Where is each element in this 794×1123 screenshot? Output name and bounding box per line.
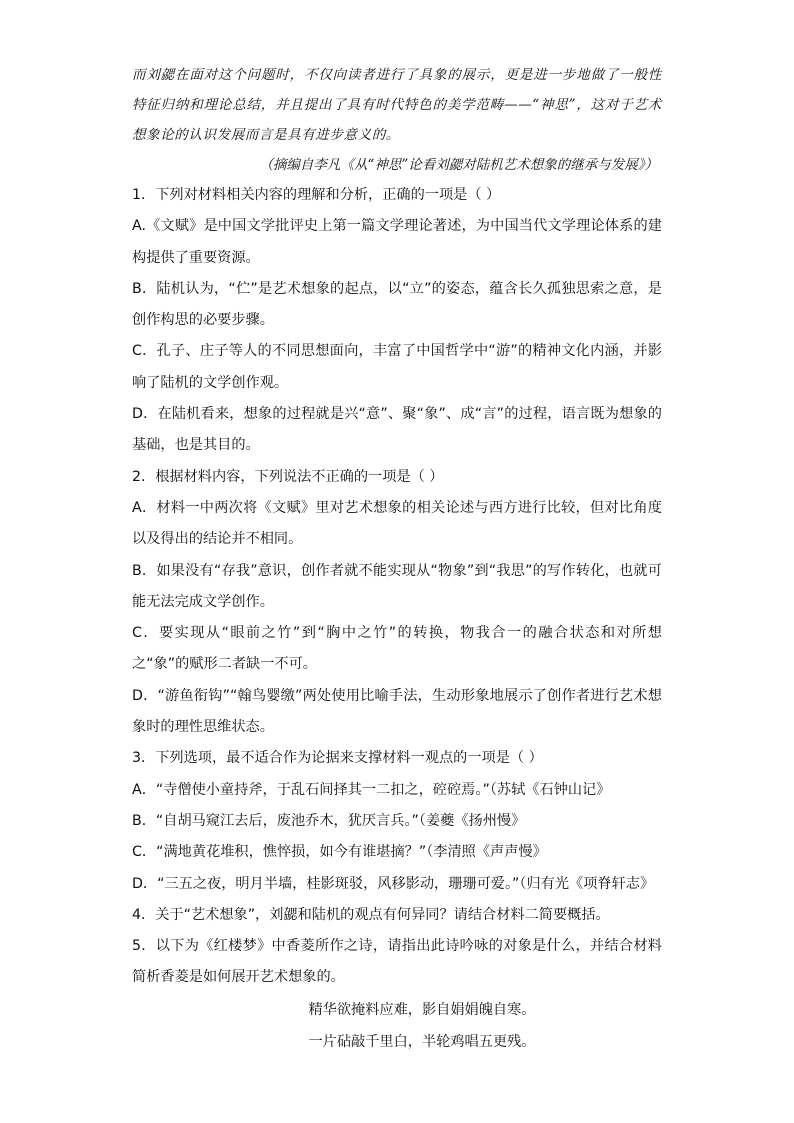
option-b: B．陆机认为，“伫”是艺术想象的起点，以“立”的姿态，蕴含长久孤独思索之意，是创作构思的必要步骤。 — [132, 280, 662, 329]
poem-line: 精华欲掩料应难，影自娟娟魄自寒。 — [308, 1001, 536, 1018]
intro-paragraph: 而刘勰在面对这个问题时，不仅向读者进行了具象的展示，更是进一步地做了一般性特征归纳和理论总结，并且提出了具有时代特色的美学范畴——“神思”，这对于艺术想象论的认识发展而言是具有进步意义的。 — [132, 67, 662, 143]
question-stem: 2．根据材料内容，下列说法不正确的一项是（ ） — [132, 468, 444, 485]
document-page — [132, 60, 662, 1058]
option-a: A.《文赋》是中国文学批评史上第一篇文学理论著述，为中国当代文学理论体系的建构提供了重要资源。 — [132, 218, 662, 266]
question-5 — [132, 931, 662, 994]
question-stem: 5．以下为《红楼梦》中香菱所作之诗，请指出此诗吟咏的对象是什么，并结合材料简析香菱是如何展开艺术想象的。 — [132, 938, 662, 986]
question-stem: 4．关于“艺术想象”，刘勰和陆机的观点有何异同？请结合材料二简要概括。 — [132, 906, 610, 923]
source-citation: （摘编自李凡《从“神思”论看刘勰对陆机艺术想象的继承与发展》） — [259, 157, 658, 173]
option-d: D．在陆机看来，想象的过程就是兴“意”、聚“象”、成“言”的过程，语言既为想象的基础，也是其目的。 — [132, 406, 662, 454]
option-a: A．“寺僧使小童持斧，于乱石间择其一二扣之，硿硿焉。”（苏轼《石钟山记》 — [132, 781, 611, 798]
question-1 — [132, 180, 662, 462]
question-stem: 3．下列选项，最不适合作为论据来支撑材料一观点的一项是（ ） — [132, 750, 543, 767]
option-b: B．“自胡马窥江去后，废池乔木，犹厌言兵。”（姜夔《扬州慢》 — [132, 812, 526, 829]
option-c: C．孔子、庄子等人的不同思想面向，丰富了中国哲学中“游”的精神文化内涵，并影响了陆机的文学创作观。 — [132, 343, 662, 391]
option-c: C．要实现从“眼前之竹”到“胸中之竹”的转换，物我合一的融合状态和对所想之“象”的赋形二者缺一不可。 — [132, 625, 662, 673]
poem — [132, 994, 662, 1058]
poem-line: 一片砧敲千里白，半轮鸡唱五更残。 — [308, 1033, 536, 1050]
option-d: D．“游鱼衔钩”“翰鸟婴缴”两处使用比喻手法，生动形象地展示了创作者进行艺术想象时的理性思维状态。 — [132, 687, 662, 736]
question-3 — [132, 743, 662, 899]
question-4 — [132, 900, 662, 931]
option-a: A．材料一中两次将《文赋》里对艺术想象的相关论述与西方进行比较，但对比角度以及得出的结论并不相同。 — [132, 499, 662, 548]
option-b: B．如果没有“存我”意识，创作者就不能实现从“物象”到“我思”的写作转化，也就可能无法完成文学创作。 — [132, 562, 662, 610]
question-2 — [132, 462, 662, 744]
question-stem: 1．下列对材料相关内容的理解和分析，正确的一项是（ ） — [132, 187, 501, 203]
option-d: D．“三五之夜，明月半墙，桂影斑驳，风移影动，珊珊可爱。”（归有光《项脊轩志》 — [132, 875, 655, 892]
option-c: C．“满地黄花堆积，憔悴损，如今有谁堪摘？”（李清照《声声慢》 — [132, 844, 547, 861]
